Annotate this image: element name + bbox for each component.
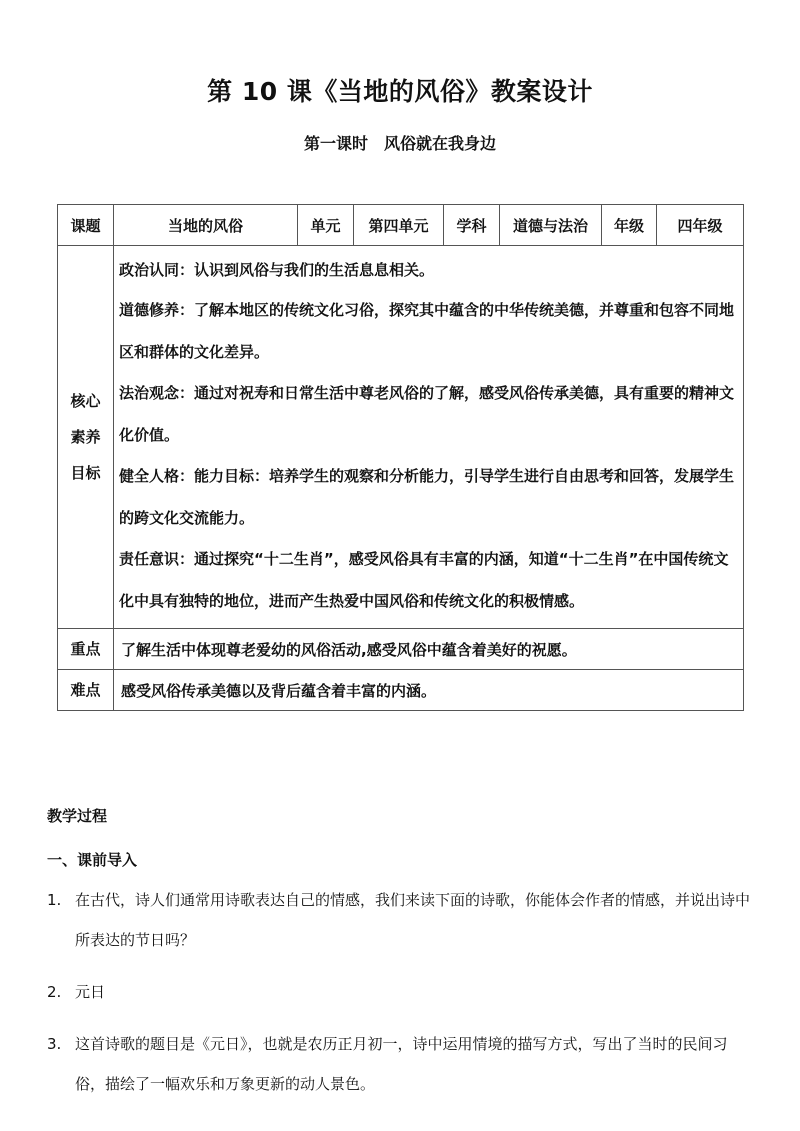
list-item-text: 元日 [75,983,106,1001]
core-goals-label [58,246,114,629]
list-item [47,880,757,960]
teaching-process-heading: 教学过程 [47,807,108,825]
difficulty-content: 感受风俗传承美德以及背后蕴含着丰富的内涵。 [114,670,744,711]
section-intro-heading: 一、课前导入 [47,851,138,869]
topic-label: 课题 [58,205,114,246]
difficulty-row [58,670,744,711]
core-label-line: 素养 [70,428,101,446]
list-item-text: 这首诗歌的题目是《元日》，也就是农历正月初一，诗中运用情境的描写方式，写出了当时的民间习俗，描绘了一幅欢乐和万象更新的动人景色。 [75,1035,728,1093]
grade-value: 四年级 [657,205,744,246]
lesson-plan-table [57,204,744,711]
document-subtitle: 第一课时 风俗就在我身边 [303,134,496,153]
core-goals-content [114,246,744,629]
list-item-number: 3. [47,1035,62,1053]
unit-value: 第四单元 [354,205,444,246]
core-label-line: 核心 [70,392,101,410]
key-point-content: 了解生活中体现尊老爱幼的风俗活动,感受风俗中蕴含着美好的祝愿。 [114,629,744,670]
list-item-number: 2. [47,983,62,1001]
goal-moral-cultivation: 道德修养：了解本地区的传统文化习俗，探究其中蕴含的中华传统美德，并尊重和包容不同地区和群体的文化差异。 [119,301,735,361]
list-item [47,972,757,1012]
list-item [47,1024,757,1104]
list-item-number: 1. [47,891,62,909]
goal-responsibility: 责任意识：通过探究“十二生肖”，感受风俗具有丰富的内涵，知道“十二生肖”在中国传统文化中具有独特的地位，进而产生热爱中国风俗和传统文化的积极情感。 [119,550,729,610]
key-point-row [58,629,744,670]
goal-rule-of-law: 法治观念：通过对祝寿和日常生活中尊老风俗的了解，感受风俗传承美德，具有重要的精神文化价值。 [119,384,735,444]
difficulty-label: 难点 [58,670,114,711]
goal-political-identity: 政治认同：认识到风俗与我们的生活息息相关。 [119,261,435,279]
grade-label: 年级 [602,205,657,246]
list-item-text: 在古代，诗人们通常用诗歌表达自己的情感，我们来读下面的诗歌，你能体会作者的情感，并说出诗中所表达的节日吗？ [75,891,751,949]
key-point-label: 重点 [58,629,114,670]
topic-value: 当地的风俗 [114,205,298,246]
core-goals-row [58,246,744,629]
document-title: 第 10 课《当地的风俗》教案设计 [207,77,593,106]
unit-label: 单元 [298,205,354,246]
core-label-line: 目标 [70,464,101,482]
subject-label: 学科 [444,205,500,246]
table-header-row [58,205,744,246]
intro-steps-list [47,880,757,1116]
subject-value: 道德与法治 [500,205,602,246]
goal-sound-personality: 健全人格：能力目标：培养学生的观察和分析能力，引导学生进行自由思考和回答，发展学生的跨文化交流能力。 [119,467,735,527]
